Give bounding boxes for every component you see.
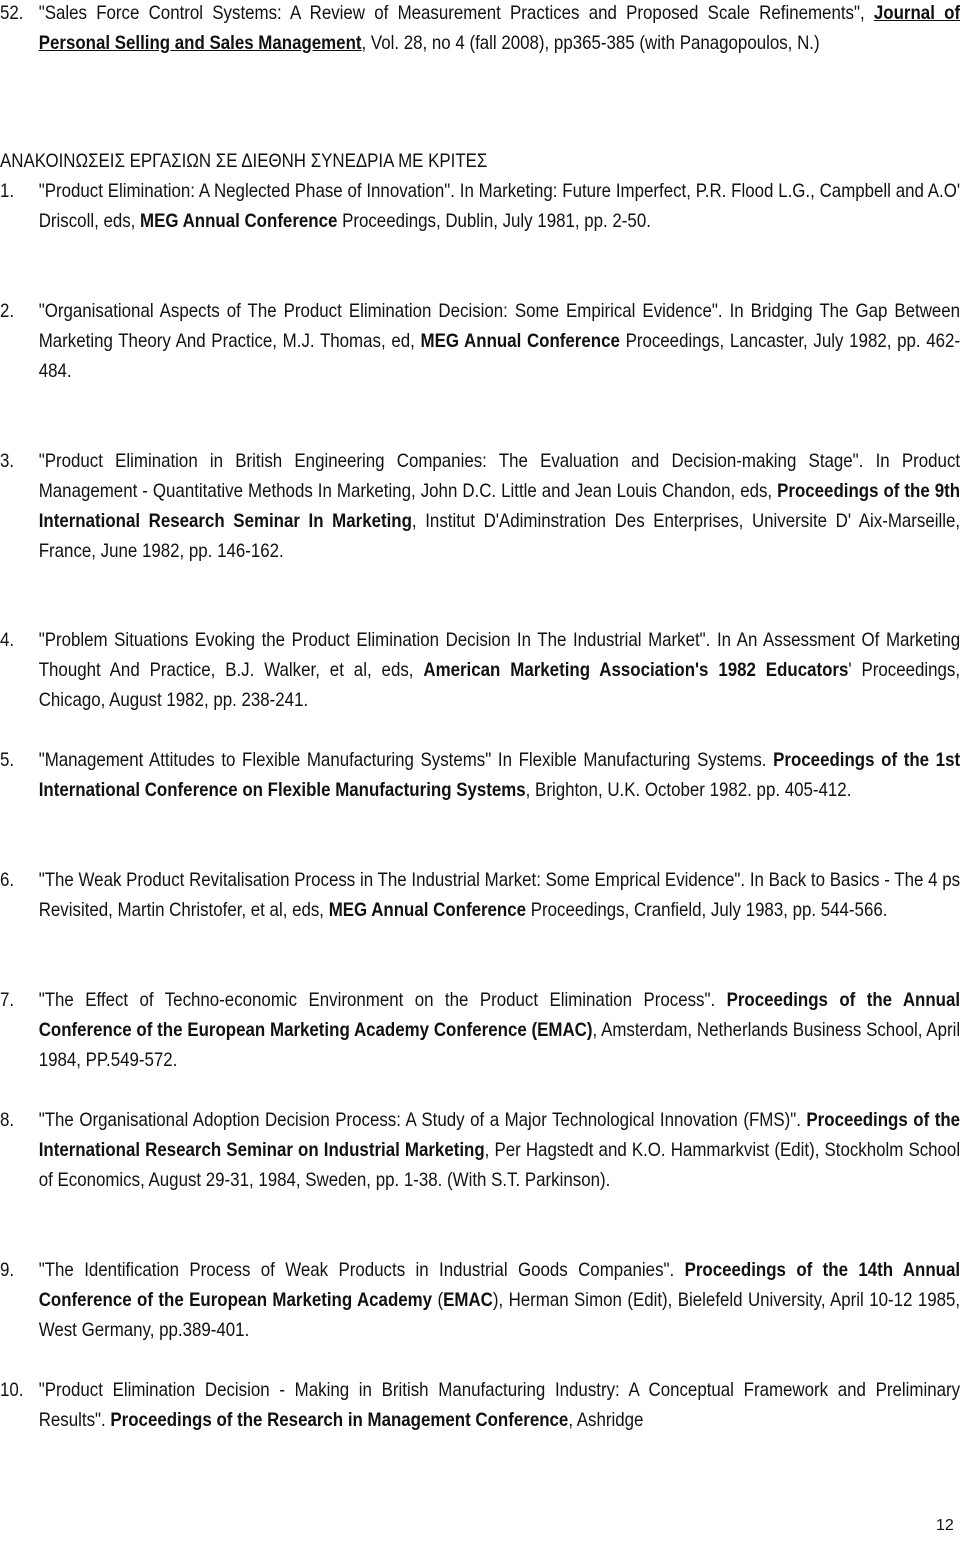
entry-text: "Product Elimination Decision - Making in British Manufacturing Industry: A Conceptual Framework and Preliminary Results". Proceedings of the Research in Management Conference, Ashridge (38, 1380, 960, 1431)
entry-text: "Product Elimination: A Neglected Phase of Innovation". In Marketing: Future Imperfect, P.R. Flood L.G., Campbell and A.O' Driscoll, eds, MEG Annual Conference Proceedings, Dublin, July 1981, pp. 2-50. (38, 181, 960, 232)
entry-5 (0, 746, 960, 806)
entry-9 (0, 1256, 960, 1346)
entry-text: "Organisational Aspects of The Product Elimination Decision: Some Empirical Evidence". In Bridging The Gap Between Marketing Theory And Practice, M.J. Thomas, ed, MEG Annual Conference Proceedings, Lancaster, July 1982, pp. 462-484. (38, 301, 960, 382)
entry-text: "Management Attitudes to Flexible Manufacturing Systems" In Flexible Manufacturing Systems. Proceedings of the 1st International Conference on Flexible Manufacturing Systems, Brighton, U.K. October 1982. pp. 405-412. (38, 750, 960, 801)
entry-number: 1. (0, 181, 15, 202)
entry-text: "Sales Force Control Systems: A Review of Measurement Practices and Proposed Scale Refinements", Journal of Personal Selling and Sales Management, Vol. 28, no 4 (fall 2008), pp365-385 (with Panagopoulos, N.) (38, 3, 960, 54)
entry-1 (0, 177, 960, 237)
entry-6 (0, 866, 960, 926)
entry-number: 3. (0, 451, 15, 472)
entry-52 (0, 0, 960, 59)
entry-number: 4. (0, 630, 15, 651)
entry-number: 7. (0, 990, 15, 1011)
section-heading: ΑΝΑΚΟΙΝΩΣΕΙΣ ΕΡΓΑΣΙΩΝ ΣΕ ΔΙΕΘΝΗ ΣΥΝΕΔΡΙΑ ΜΕ ΚΡΙΤΕΣ (0, 151, 488, 172)
entry-text: "The Organisational Adoption Decision Process: A Study of a Major Technological Innovation (FMS)". Proceedings of the International Research Seminar on Industrial Marketing, Per Hagstedt and K.O. Hammarkvist (Edit), Stockholm School of Economics, August 29-31, 1984, Sweden, pp. 1-38. (With S.T. Parkinson). (38, 1110, 960, 1191)
entry-3 (0, 447, 960, 567)
entry-7 (0, 986, 960, 1076)
entry-number: 9. (0, 1260, 15, 1281)
journal-title: Journal of Personal Selling and Sales Management (38, 3, 960, 54)
entry-number: 8. (0, 1110, 15, 1131)
entry-4 (0, 626, 960, 716)
entry-text: "The Weak Product Revitalisation Process in The Industrial Market: Some Emprical Evidence". In Back to Basics - The 4 ps Revisited, Martin Christofer, et al, eds, MEG Annual Conference Proceedings, Cranfield, July 1983, pp. 544-566. (38, 870, 960, 921)
entry-text: "Product Elimination in British Engineering Companies: The Evaluation and Decision-making Stage". In Product Management - Quantitative Methods In Marketing, John D.C. Little and Jean Louis Chandon, eds, Proceedings of the 9th International Research Seminar In Marketing, Institut D'Adiminstration Des Enterprises, Universite D' Aix-Marseille, France, June 1982, pp. 146-162. (38, 451, 960, 562)
entry-8 (0, 1106, 960, 1196)
entry-number: 5. (0, 750, 15, 771)
entry-text: "The Effect of Techno-economic Environment on the Product Elimination Process". Proceedings of the Annual Conference of the European Marketing Academy Conference (EMAC), Amsterdam, Netherlands Business School, April 1984, PP.549-572. (38, 990, 960, 1071)
entry-number: 2. (0, 301, 15, 322)
page-number: 12 (936, 1517, 954, 1534)
entry-number: 6. (0, 870, 15, 891)
entry-text: "Problem Situations Evoking the Product Elimination Decision In The Industrial Market". In An Assessment Of Marketing Thought And Practice, B.J. Walker, et al, eds, American Marketing Association's 1982 Educators' Proceedings, Chicago, August 1982, pp. 238-241. (38, 630, 960, 711)
entry-10 (0, 1376, 960, 1436)
entry-number: 10. (0, 1380, 24, 1401)
entry-text: "The Identification Process of Weak Products in Industrial Goods Companies". Proceedings of the 14th Annual Conference of the European Marketing Academy (EMAC), Herman Simon (Edit), Bielefeld University, April 10-12 1985, West Germany, pp.389-401. (38, 1260, 960, 1341)
entry-2 (0, 297, 960, 387)
entry-number: 52. (0, 3, 24, 24)
